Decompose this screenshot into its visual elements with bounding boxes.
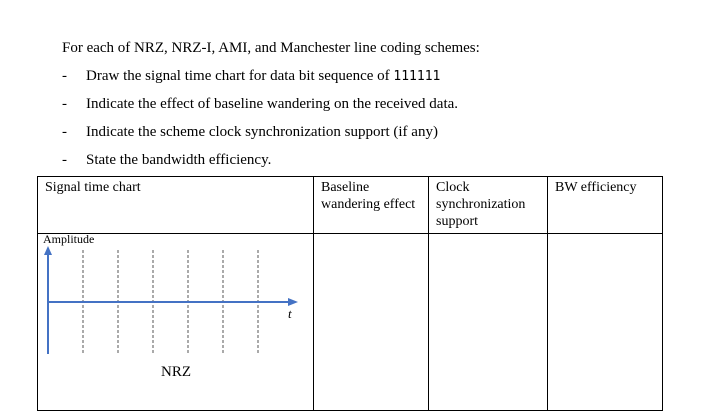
bw-efficiency-cell[interactable] [548, 234, 663, 411]
bullet-dash: - [62, 152, 67, 168]
bullet-dash: - [62, 68, 67, 84]
x-axis-arrow [288, 298, 298, 306]
header-baseline-wandering: Baseline wandering effect [314, 177, 429, 234]
instruction-text: Draw the signal time chart for data bit sequence of 111111 [86, 68, 441, 84]
instruction-text: State the bandwidth efficiency. [86, 152, 272, 168]
table-row-nrz [38, 234, 663, 411]
clock-sync-cell[interactable] [429, 234, 548, 411]
y-axis-label: Amplitude [43, 234, 95, 246]
bullet-dash: - [62, 124, 67, 140]
table-header-row [38, 177, 663, 234]
baseline-wandering-cell[interactable] [314, 234, 429, 411]
bullet-dash: - [62, 96, 67, 112]
signal-chart [38, 234, 314, 406]
y-axis-arrow [44, 246, 52, 255]
instruction-text: Indicate the scheme clock synchronization support (if any) [86, 124, 438, 140]
scheme-label: NRZ [161, 364, 191, 380]
signal-chart-cell [38, 234, 314, 411]
answer-table [37, 176, 663, 411]
instruction-text: Indicate the effect of baseline wandering on the received data. [86, 96, 459, 112]
header-clock-sync: Clock synchronization support [429, 177, 548, 234]
header-bw-efficiency: BW efficiency [548, 177, 663, 234]
x-axis-label: t [288, 306, 292, 321]
instructions-intro: For each of NRZ, NRZ-I, AMI, and Manchester line coding schemes: [62, 40, 480, 56]
header-signal-time-chart: Signal time chart [38, 177, 314, 234]
bit-sequence: 111111 [393, 69, 441, 84]
